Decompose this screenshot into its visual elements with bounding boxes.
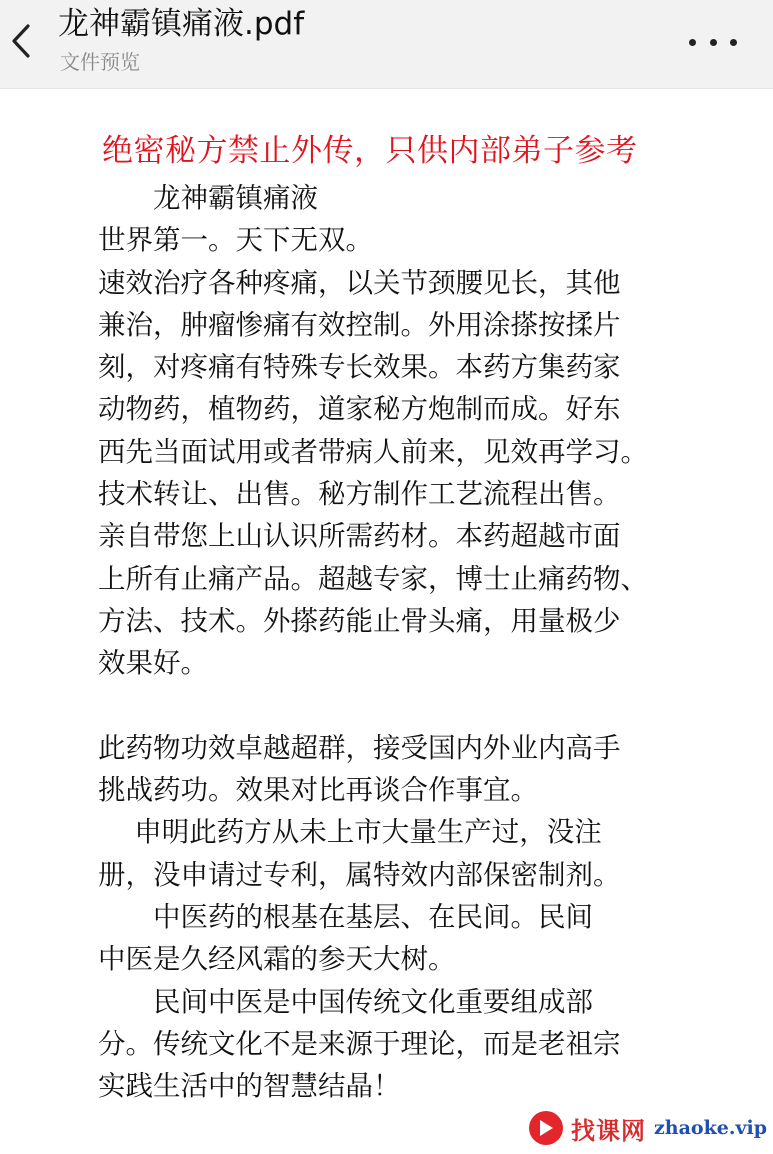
top-bar	[0, 0, 773, 89]
file-subtitle: 文件预览	[60, 50, 140, 74]
text-line: 实践生活中的智慧结晶！	[98, 1070, 401, 1103]
text-line: 申明此药方从未上市大量生产过，没注	[98, 816, 602, 849]
play-icon	[538, 1119, 554, 1137]
text-line: 世界第一。天下无双。	[98, 224, 373, 257]
text-line: 龙神霸镇痛液	[98, 182, 318, 214]
watermark-text-cn: 找课网	[571, 1115, 646, 1145]
back-button[interactable]	[4, 16, 38, 66]
text-line: 此药物功效卓越超群，接受国内外业内高手	[98, 731, 621, 764]
document-headline: 绝密秘方禁止外传，只供内部弟子参考	[102, 133, 638, 169]
text-line: 上所有止痛产品。超越专家，博士止痛药物、	[98, 562, 648, 595]
text-line: 动物药，植物药，道家秘方炮制而成。好东	[98, 393, 621, 426]
text-line: 方法、技术。外搽药能止骨头痛，用量极少	[98, 604, 621, 637]
text-line: 速效治疗各种疼痛，以关节颈腰见长，其他	[98, 266, 621, 299]
text-line: 刻，对疼痛有特殊专长效果。本药方集药家	[98, 351, 621, 384]
more-horizontal-icon	[730, 39, 737, 46]
more-horizontal-icon	[689, 39, 696, 46]
pdf-preview-page[interactable]	[0, 89, 773, 1154]
text-line: 兼治，肿瘤惨痛有效控制。外用涂搽按揉片	[98, 308, 621, 341]
text-line: 民间中医是中国传统文化重要组成部	[98, 985, 593, 1018]
text-line: 册，没申请过专利，属特效内部保密制剂。	[98, 858, 621, 891]
watermark-text-en: zhaoke.vip	[654, 1117, 767, 1139]
text-line: 分。传统文化不是来源于理论，而是老祖宗	[98, 1027, 621, 1060]
chevron-left-icon	[10, 23, 32, 59]
text-line: 技术转让、出售。秘方制作工艺流程出售。	[98, 478, 621, 511]
more-options-button[interactable]	[689, 28, 737, 56]
text-line: 中医是久经风霜的参天大树。	[98, 943, 456, 976]
text-line: 亲自带您上山认识所需药材。本药超越市面	[98, 520, 621, 553]
text-line: 挑战药功。效果对比再谈合作事宜。	[98, 774, 538, 807]
document-body	[98, 177, 658, 1108]
watermark	[529, 1106, 767, 1150]
text-line: 效果好。	[98, 647, 208, 680]
watermark-logo	[529, 1111, 563, 1145]
blank-line	[98, 685, 658, 727]
more-horizontal-icon	[710, 39, 717, 46]
text-line: 西先当面试用或者带病人前来，见效再学习。	[98, 435, 648, 468]
file-title: 龙神霸镇痛液.pdf	[58, 6, 305, 42]
text-line: 中医药的根基在基层、在民间。民间	[98, 901, 593, 934]
